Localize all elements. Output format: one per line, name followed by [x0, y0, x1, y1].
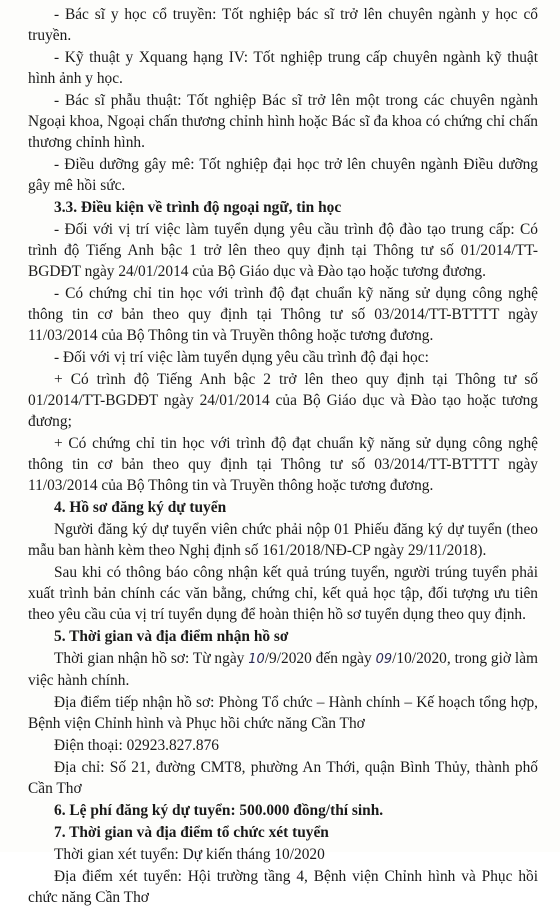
section-heading-4: 4. Hồ sơ đăng ký dự tuyển [54, 499, 227, 516]
section-heading-5: 5. Thời gian và địa điểm nhận hồ sơ [54, 628, 289, 645]
time-from-rest: /9/2020 đến ngày [264, 650, 376, 667]
section-heading-7: 7. Thời gian và địa điểm tổ chức xét tuyển [54, 824, 329, 841]
para-daihoc-intro: - Đối với vị trí việc làm tuyển dụng yêu cầu trình độ đại học: [54, 349, 429, 366]
para-trungcap-tinhoc: - Có chứng chỉ tin học với trình độ đạt chuẩn kỹ năng sử dụng công nghệ thông tin cơ bản theo quy định tại Thông tư số 03/2014/TT-BTTTT ngày 11/03/2014 của Bộ Thông tin và Truyền thông hoặc tương đương. [28, 285, 538, 344]
time-to-rest: /10/2020, trong giờ làm việc hành chính. [28, 650, 538, 689]
section-heading-6: 6. Lệ phí đăng ký dự tuyển: 500.000 đồng/thí sinh. [54, 802, 384, 819]
para-trungcap-anhvan: - Đối với vị trí việc làm tuyển dụng yêu cầu trình độ đào tạo trung cấp: Có trình độ Tiếng Anh bậc 1 trở lên theo quy định tại Thông tư số 01/2014/TT-BGDĐT ngày 24/01/2014 của Bộ Giáo dục và Đào tạo hoặc tương đương. [28, 221, 538, 280]
item-bs-yhct: - Bác sĩ y học cổ truyền: Tốt nghiệp bác sĩ trở lên chuyên ngành y học cổ truyền. [28, 6, 538, 44]
item-dd-gayme: - Điều dưỡng gây mê: Tốt nghiệp đại học trở lên chuyên ngành Điều dưỡng gây mê hồi sức. [28, 156, 538, 194]
section-heading-3-3: 3.3. Điều kiện về trình độ ngoại ngữ, tin học [54, 199, 342, 216]
para-thoigian-xettuyen: Thời gian xét tuyển: Dự kiến tháng 10/2020 [54, 846, 325, 863]
item-bs-phauthuat: - Bác sĩ phẫu thuật: Tốt nghiệp Bác sĩ trở lên một trong các chuyên ngành Ngoại khoa, Ngoại chấn thương chỉnh hình hoặc Bác sĩ đa khoa có chứng chỉ chấn thương chỉnh hình. [28, 92, 538, 151]
para-daihoc-tinhoc: + Có chứng chỉ tin học với trình độ đạt chuẩn kỹ năng sử dụng công nghệ thông tin cơ bản theo quy định tại Thông tư số 03/2014/TT-BTTTT ngày 11/03/2014 của Bộ Thông tin và Truyền thông hoặc tương đương. [28, 435, 538, 494]
time-prefix: Thời gian nhận hồ sơ: Từ ngày [54, 650, 249, 667]
para-dienthoai: Điện thoại: 02923.827.876 [54, 737, 220, 754]
para-hoso-2: Sau khi có thông báo công nhận kết quả trúng tuyển, người trúng tuyển phải xuất trình bản chính các văn bằng, chứng chỉ, kết quả học tập, đối tượng ưu tiên theo yêu cầu của vị trí tuyển dụng để hoàn thiện hồ sơ tuyển dụng theo quy định. [28, 564, 538, 623]
time-from-day: 10 [248, 652, 265, 667]
para-daihoc-anhvan: + Có trình độ Tiếng Anh bậc 2 trở lên theo quy định tại Thông tư số 01/2014/TT-BGDĐT ngày 24/01/2014 của Bộ Giáo dục và Đào tạo hoặc tương đương; [28, 371, 538, 430]
para-hoso-1: Người đăng ký dự tuyển viên chức phải nộp 01 Phiếu đăng ký dự tuyển (theo mẫu ban hành kèm theo Nghị định số 161/2018/NĐ-CP ngày 29/11/2018). [28, 521, 538, 559]
item-ktv-xquang: - Kỹ thuật y Xquang hạng IV: Tốt nghiệp trung cấp chuyên ngành kỹ thuật hình ảnh y học. [28, 49, 538, 87]
time-to-day: 09 [375, 652, 393, 667]
para-thoigian-nhan [28, 648, 538, 691]
para-diadiem-nhan: Địa điểm tiếp nhận hồ sơ: Phòng Tổ chức – Hành chính – Kế hoạch tổng hợp, Bệnh viện Chỉnh hình và Phục hồi chức năng Cần Thơ [28, 694, 538, 732]
para-diadiem-xettuyen: Địa điểm xét tuyển: Hội trường tầng 4, Bệnh viện Chỉnh hình và Phục hồi chức năng Cần Thơ [28, 868, 538, 906]
para-diachi: Địa chỉ: Số 21, đường CMT8, phường An Thới, quận Bình Thủy, thành phố Cần Thơ [28, 759, 538, 797]
